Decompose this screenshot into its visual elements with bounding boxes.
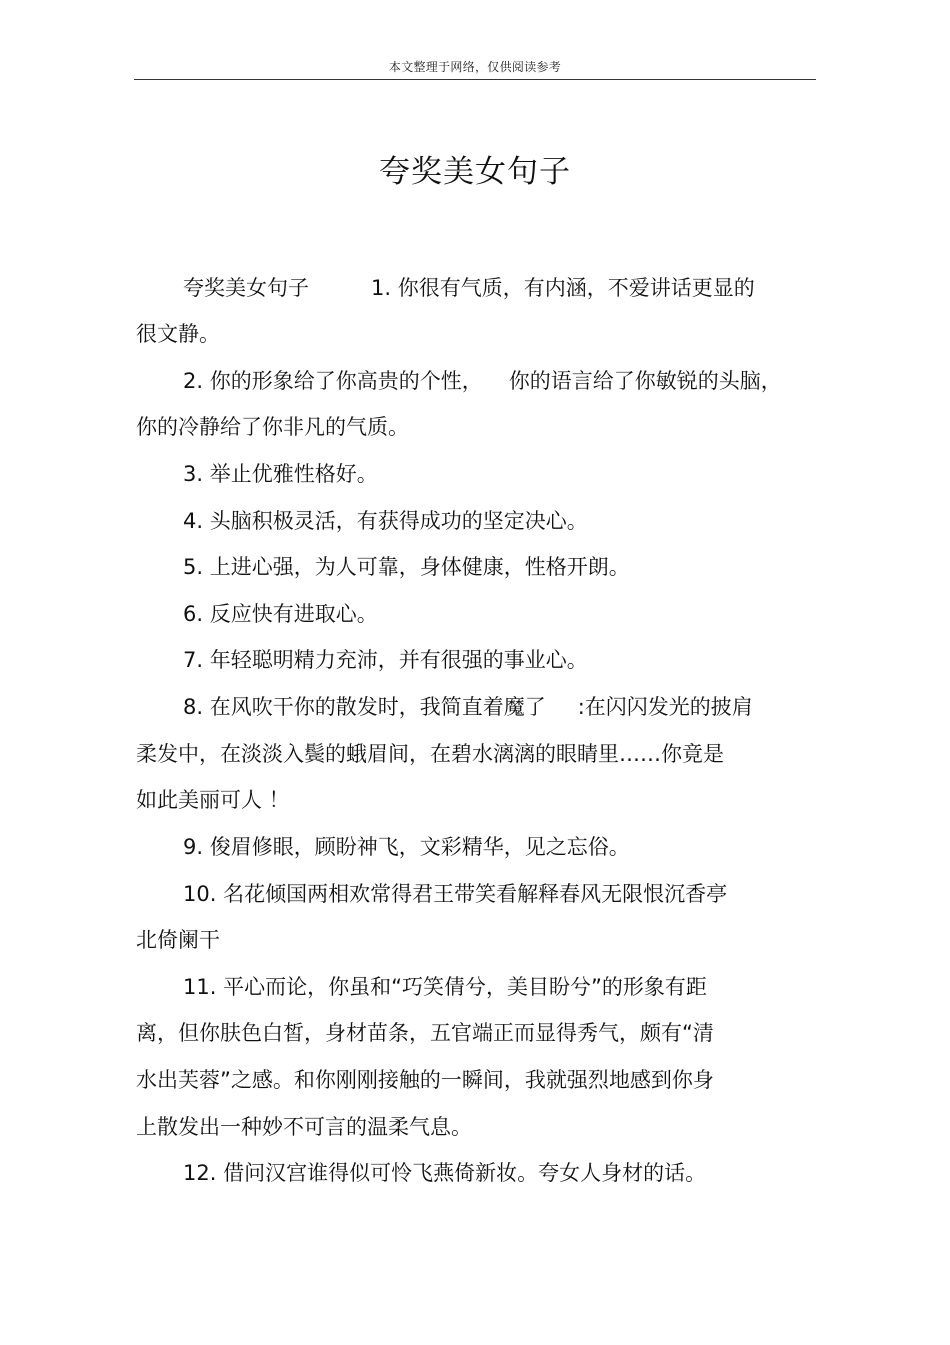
paragraph-line <box>183 692 753 722</box>
paragraph-line: 7. 年轻聪明精力充沛，并有很强的事业心。 <box>183 648 588 672</box>
paragraph-line: 3. 举止优雅性格好。 <box>183 462 378 486</box>
header-divider <box>134 79 816 80</box>
paragraph-line: 水出芙蓉”之感。和你刚刚接触的一瞬间，我就强烈地感到你身 <box>136 1068 714 1092</box>
intro-title-text: 夸奖美女句子 <box>183 276 309 300</box>
paragraph-line: 10. 名花倾国两相欢常得君王带笑看解释春风无限恨沉香亭 <box>183 882 728 906</box>
paragraph-line: 北倚阑干 <box>136 928 220 952</box>
paragraph-line: 9. 俊眉修眼，顾盼神飞，文彩精华，见之忘俗。 <box>183 835 630 859</box>
paragraph-line: 4. 头脑积极灵活，有获得成功的坚定决心。 <box>183 509 588 533</box>
paragraph-line: 如此美丽可人 ！ <box>136 788 290 812</box>
item-2-first-part: 2. 你的形象给了你高贵的个性， <box>183 369 483 393</box>
paragraph-line: 很文静。 <box>136 322 220 346</box>
item-1-text: 1. 你很有气质，有内涵，不爱讲话更显的 <box>371 276 755 300</box>
paragraph-line <box>183 273 755 303</box>
page-title: 夸奖美女句子 <box>379 154 571 190</box>
paragraph-line: 上散发出一种妙不可言的温柔气息。 <box>136 1115 472 1139</box>
paragraph-line: 离，但你肤色白皙，身材苗条，五官端正而显得秀气，颇有“清 <box>136 1021 714 1045</box>
paragraph-line: 5. 上进心强，为人可靠，身体健康，性格开朗。 <box>183 555 630 579</box>
item-2-second-part: 你的语言给了你敏锐的头脑， <box>508 369 782 393</box>
paragraph-line: 11. 平心而论，你虽和“巧笑倩兮，美目盼兮”的形象有距 <box>183 975 707 999</box>
header-note: 本文整理于网络，仅供阅读参考 <box>388 60 562 74</box>
item-8-first-part: 8. 在风吹干你的散发时，我简直着魔了 <box>183 695 546 719</box>
paragraph-line: 柔发中，在淡淡入鬓的蛾眉间，在碧水漓漓的眼睛里……你竟是 <box>136 742 724 766</box>
item-8-second-part: :在闪闪发光的披肩 <box>577 695 753 719</box>
paragraph-line: 12. 借问汉宫谁得似可怜飞燕倚新妆。夸女人身材的话。 <box>183 1161 707 1185</box>
paragraph-line <box>183 366 782 396</box>
paragraph-line: 你的冷静给了你非凡的气质。 <box>136 415 409 439</box>
paragraph-line: 6. 反应快有进取心。 <box>183 602 378 626</box>
